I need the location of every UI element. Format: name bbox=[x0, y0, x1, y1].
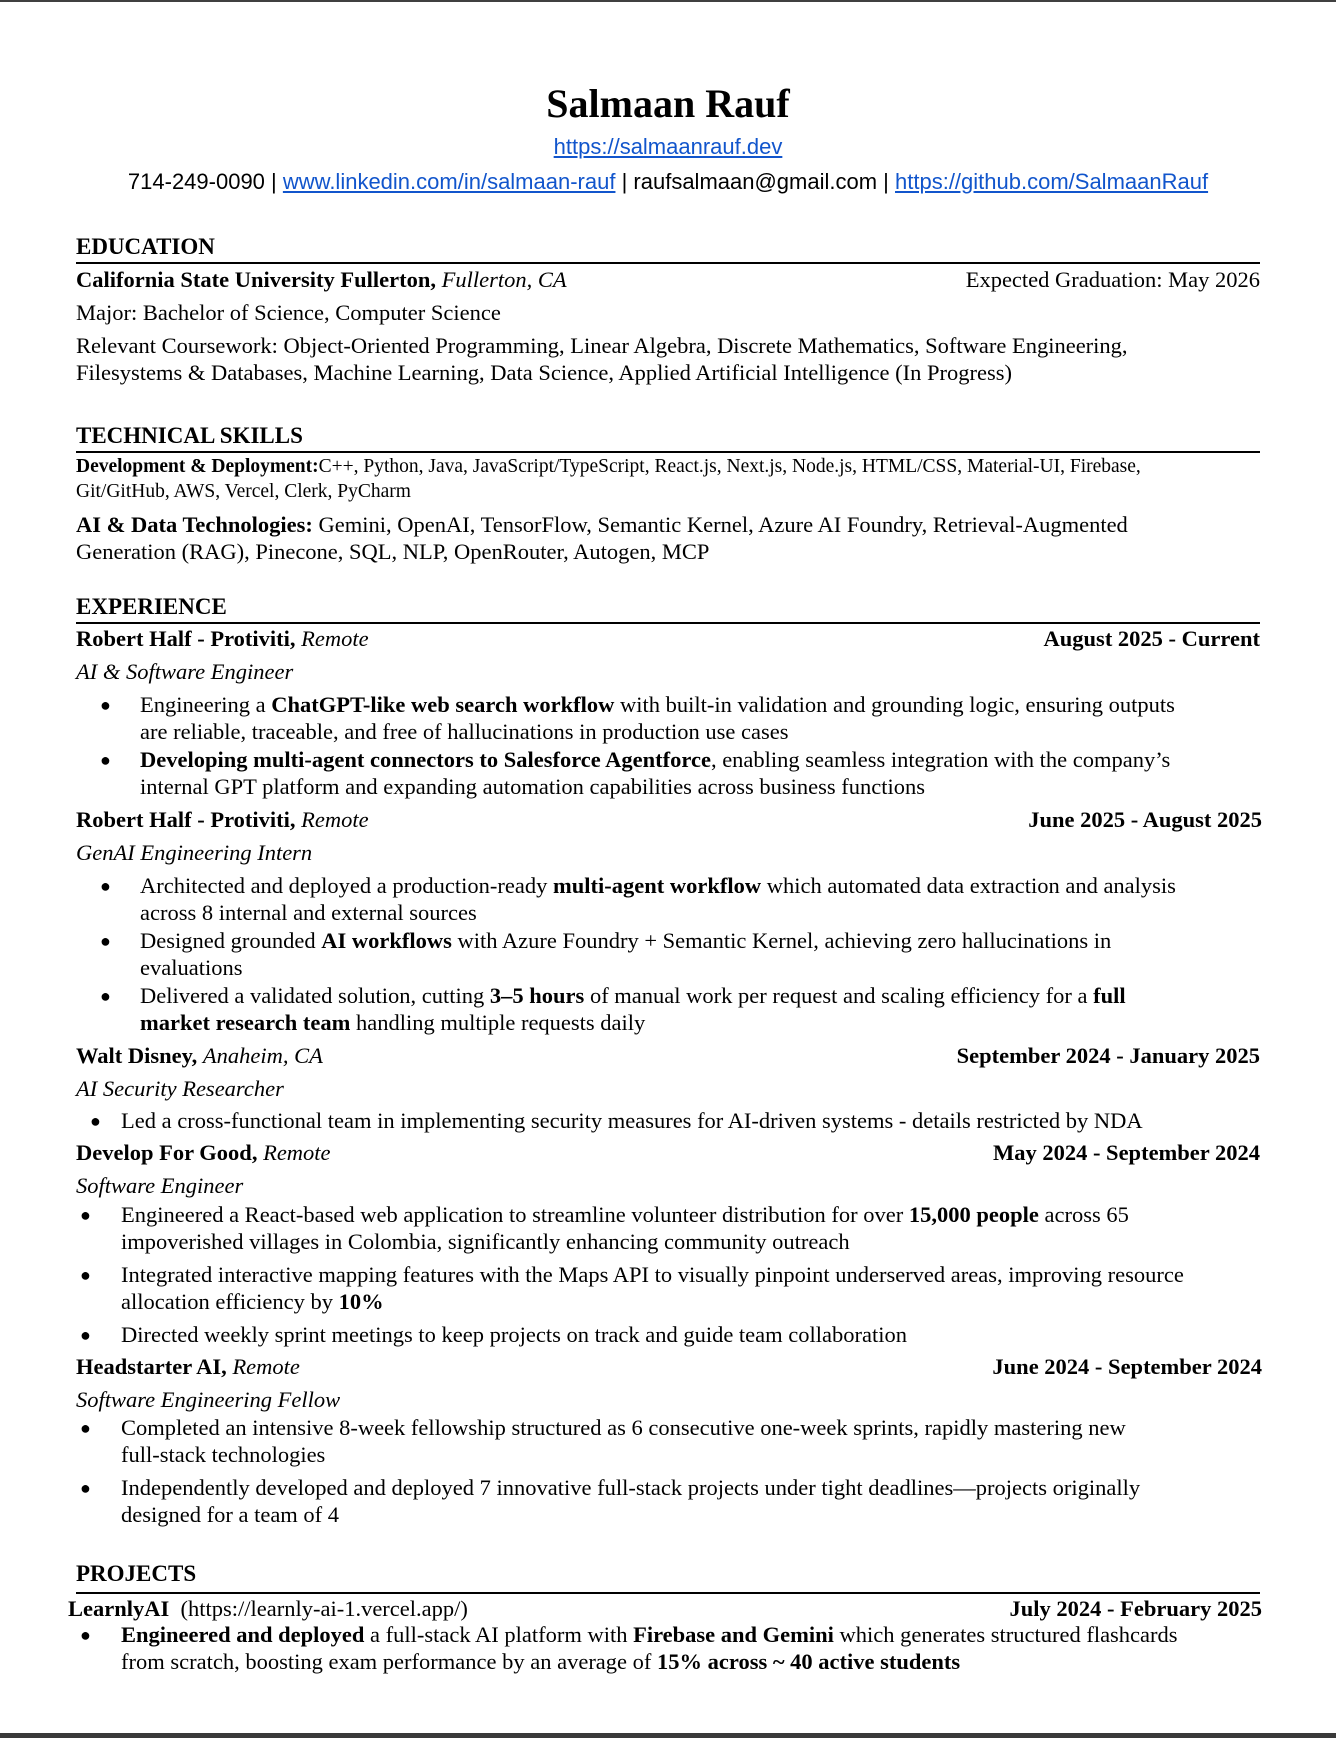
job2-company: Robert Half - Protiviti, bbox=[76, 807, 296, 832]
bullet: ● bbox=[80, 1625, 91, 1645]
job2-bullet2-line1: Designed grounded AI workflows with Azure Foundry + Semantic Kernel, achieving zero hallucinations in bbox=[140, 928, 1112, 953]
job1-bullet1-line1: Engineering a ChatGPT-like web search workflow with built-in validation and grounding logic, ensuring outputs bbox=[140, 692, 1175, 717]
bullet: ● bbox=[80, 1478, 91, 1498]
bullet: ● bbox=[80, 1205, 91, 1225]
job2-location: Remote bbox=[301, 807, 369, 832]
job2-bullet3-line1: Delivered a validated solution, cutting 3–5 hours of manual work per request and scaling efficiency for a full bbox=[140, 983, 1126, 1008]
education-rule bbox=[76, 262, 1260, 264]
separator: | bbox=[615, 169, 634, 194]
job1-location: Remote bbox=[301, 626, 369, 651]
coursework-line-1: Relevant Coursework: Object-Oriented Programming, Linear Algebra, Discrete Mathematics, Software Engineering, bbox=[76, 333, 1128, 358]
bullet: ● bbox=[100, 695, 111, 715]
job4-title: Software Engineer bbox=[76, 1173, 244, 1198]
projects-rule bbox=[76, 1592, 1260, 1594]
linkedin-link[interactable]: www.linkedin.com/in/salmaan-rauf bbox=[282, 169, 616, 194]
ai-skills-line-2: Generation (RAG), Pinecone, SQL, NLP, OpenRouter, Autogen, MCP bbox=[76, 539, 710, 564]
job4-bullet1-line2: impoverished villages in Colombia, significantly enhancing community outreach bbox=[121, 1229, 850, 1254]
job5-bullet2-line1: Independently developed and deployed 7 innovative full‑stack projects under tight deadlines—projects originally bbox=[121, 1475, 1141, 1500]
project1-dates: July 2024 - February 2025 bbox=[1009, 1596, 1262, 1621]
job2-company-line bbox=[76, 806, 369, 834]
bullet: ● bbox=[100, 931, 111, 951]
dev-skills-text: C++, Python, Java, JavaScript/TypeScript, React.js, Next.js, Node.js, HTML/CSS, Material-UI, Firebase, bbox=[318, 456, 1141, 477]
email: raufsalmaan@gmail.com bbox=[633, 169, 878, 194]
ai-skills-line-1 bbox=[76, 511, 1128, 539]
bullet: ● bbox=[80, 1325, 91, 1345]
projects-heading: PROJECTS bbox=[76, 1561, 197, 1586]
job2-dates: June 2025 - August 2025 bbox=[1028, 807, 1262, 832]
job4-bullet3: Directed weekly sprint meetings to keep projects on track and guide team collaboration bbox=[121, 1322, 907, 1347]
github-link[interactable]: https://github.com/SalmaanRauf bbox=[895, 169, 1209, 194]
job1-bullet2-line2: internal GPT platform and expanding automation capabilities across business functions bbox=[140, 774, 926, 799]
job3-dates: September 2024 - January 2025 bbox=[956, 1043, 1260, 1068]
job2-bullet3-line2: market research team handling multiple requests daily bbox=[140, 1010, 646, 1035]
dev-skills-label: Development & Deployment: bbox=[76, 456, 319, 477]
separator: | bbox=[264, 169, 283, 194]
job3-title: AI Security Researcher bbox=[76, 1076, 284, 1101]
job5-bullet1-line2: full‑stack technologies bbox=[121, 1442, 326, 1467]
skills-heading: TECHNICAL SKILLS bbox=[76, 423, 303, 448]
job5-bullet2-line2: designed for a team of 4 bbox=[121, 1502, 340, 1527]
dev-skills-line-2: Git/GitHub, AWS, Vercel, Clerk, PyCharm bbox=[76, 481, 411, 502]
job2-bullet1-line2: across 8 internal and external sources bbox=[140, 900, 477, 925]
phone: 714-249-0090 bbox=[127, 169, 265, 194]
job3-location: Anaheim, CA bbox=[202, 1043, 323, 1068]
bullet: ● bbox=[100, 750, 111, 770]
job5-bullet1-line1: Completed an intensive 8‑week fellowship structured as 6 consecutive one‑week sprints, rapidly mastering new bbox=[121, 1415, 1126, 1440]
graduation-date: Expected Graduation: May 2026 bbox=[965, 267, 1260, 292]
website-link[interactable]: https://salmaanrauf.dev bbox=[553, 134, 783, 159]
bullet: ● bbox=[90, 1111, 101, 1131]
project1-name: LearnlyAI bbox=[68, 1596, 170, 1621]
bottom-border bbox=[0, 1733, 1336, 1738]
job1-company-line bbox=[76, 625, 369, 653]
project1-url: (https://learnly-ai-1.vercel.app/) bbox=[169, 1596, 468, 1621]
bullet: ● bbox=[100, 986, 111, 1006]
experience-rule bbox=[76, 622, 1260, 624]
job4-dates: May 2024 - September 2024 bbox=[992, 1140, 1260, 1165]
experience-heading: EXPERIENCE bbox=[76, 594, 227, 619]
job2-bullet2-line2: evaluations bbox=[140, 955, 243, 980]
education-heading: EDUCATION bbox=[76, 234, 215, 259]
job4-location: Remote bbox=[263, 1140, 331, 1165]
dev-skills-line-1 bbox=[76, 453, 1141, 481]
coursework-line-2: Filesystems & Databases, Machine Learning, Data Science, Applied Artificial Intelligence (In Progress) bbox=[76, 360, 1012, 385]
project1-bullet1-line1: Engineered and deployed a full-stack AI platform with Firebase and Gemini which generates structured flashcards bbox=[121, 1622, 1178, 1647]
job1-bullet1-line2: are reliable, traceable, and free of hallucinations in production use cases bbox=[140, 719, 789, 744]
top-border bbox=[0, 0, 1336, 2]
ai-skills-label: AI & Data Technologies: bbox=[76, 512, 313, 537]
job1-title: AI & Software Engineer bbox=[76, 659, 294, 684]
project1-bullet1-line2: from scratch, boosting exam performance by an average of 15% across ~ 40 active students bbox=[121, 1649, 961, 1674]
job3-bullet1: Led a cross-functional team in implementing security measures for AI-driven systems - details restricted by NDA bbox=[121, 1108, 1143, 1133]
website-line bbox=[0, 133, 1336, 161]
job4-company: Develop For Good, bbox=[76, 1140, 258, 1165]
major: Major: Bachelor of Science, Computer Science bbox=[76, 300, 501, 325]
school-location: Fullerton, CA bbox=[441, 267, 567, 292]
job2-title: GenAI Engineering Intern bbox=[76, 840, 313, 865]
bullet: ● bbox=[80, 1418, 91, 1438]
job4-bullet2-line2: allocation efficiency by 10% bbox=[121, 1289, 384, 1314]
job5-company-line bbox=[76, 1353, 300, 1381]
school-name: California State University Fullerton, bbox=[76, 267, 436, 292]
resume-name: Salmaan Rauf bbox=[546, 81, 790, 126]
bullet: ● bbox=[80, 1265, 91, 1285]
job1-company: Robert Half - Protiviti, bbox=[76, 626, 296, 651]
job4-bullet1-line1: Engineered a React-based web application to streamline volunteer distribution for over 15,000 people across 65 bbox=[121, 1202, 1129, 1227]
bullet: ● bbox=[100, 876, 111, 896]
job1-bullet2-line1: Developing multi-agent connectors to Salesforce Agentforce, enabling seamless integration with the company’s bbox=[140, 747, 1171, 772]
project1-line bbox=[68, 1595, 468, 1623]
contact-line bbox=[0, 168, 1336, 196]
ai-skills-text: Gemini, OpenAI, TensorFlow, Semantic Kernel, Azure AI Foundry, Retrieval-Augmented bbox=[312, 512, 1128, 537]
job5-title: Software Engineering Fellow bbox=[76, 1387, 341, 1412]
job3-company: Walt Disney, bbox=[76, 1043, 198, 1068]
job4-bullet2-line1: Integrated interactive mapping features with the Maps API to visually pinpoint underserved areas, improving resource bbox=[121, 1262, 1184, 1287]
job5-dates: June 2024 - September 2024 bbox=[992, 1354, 1262, 1379]
separator: | bbox=[877, 169, 896, 194]
job1-dates: August 2025 - Current bbox=[1043, 626, 1260, 651]
job3-company-line bbox=[76, 1042, 323, 1070]
job5-location: Remote bbox=[232, 1354, 300, 1379]
job2-bullet1-line1: Architected and deployed a production-ready multi-agent workflow which automated data extraction and analysis bbox=[140, 873, 1176, 898]
job4-company-line bbox=[76, 1139, 331, 1167]
job5-company: Headstarter AI, bbox=[76, 1354, 227, 1379]
school-line bbox=[76, 266, 567, 294]
